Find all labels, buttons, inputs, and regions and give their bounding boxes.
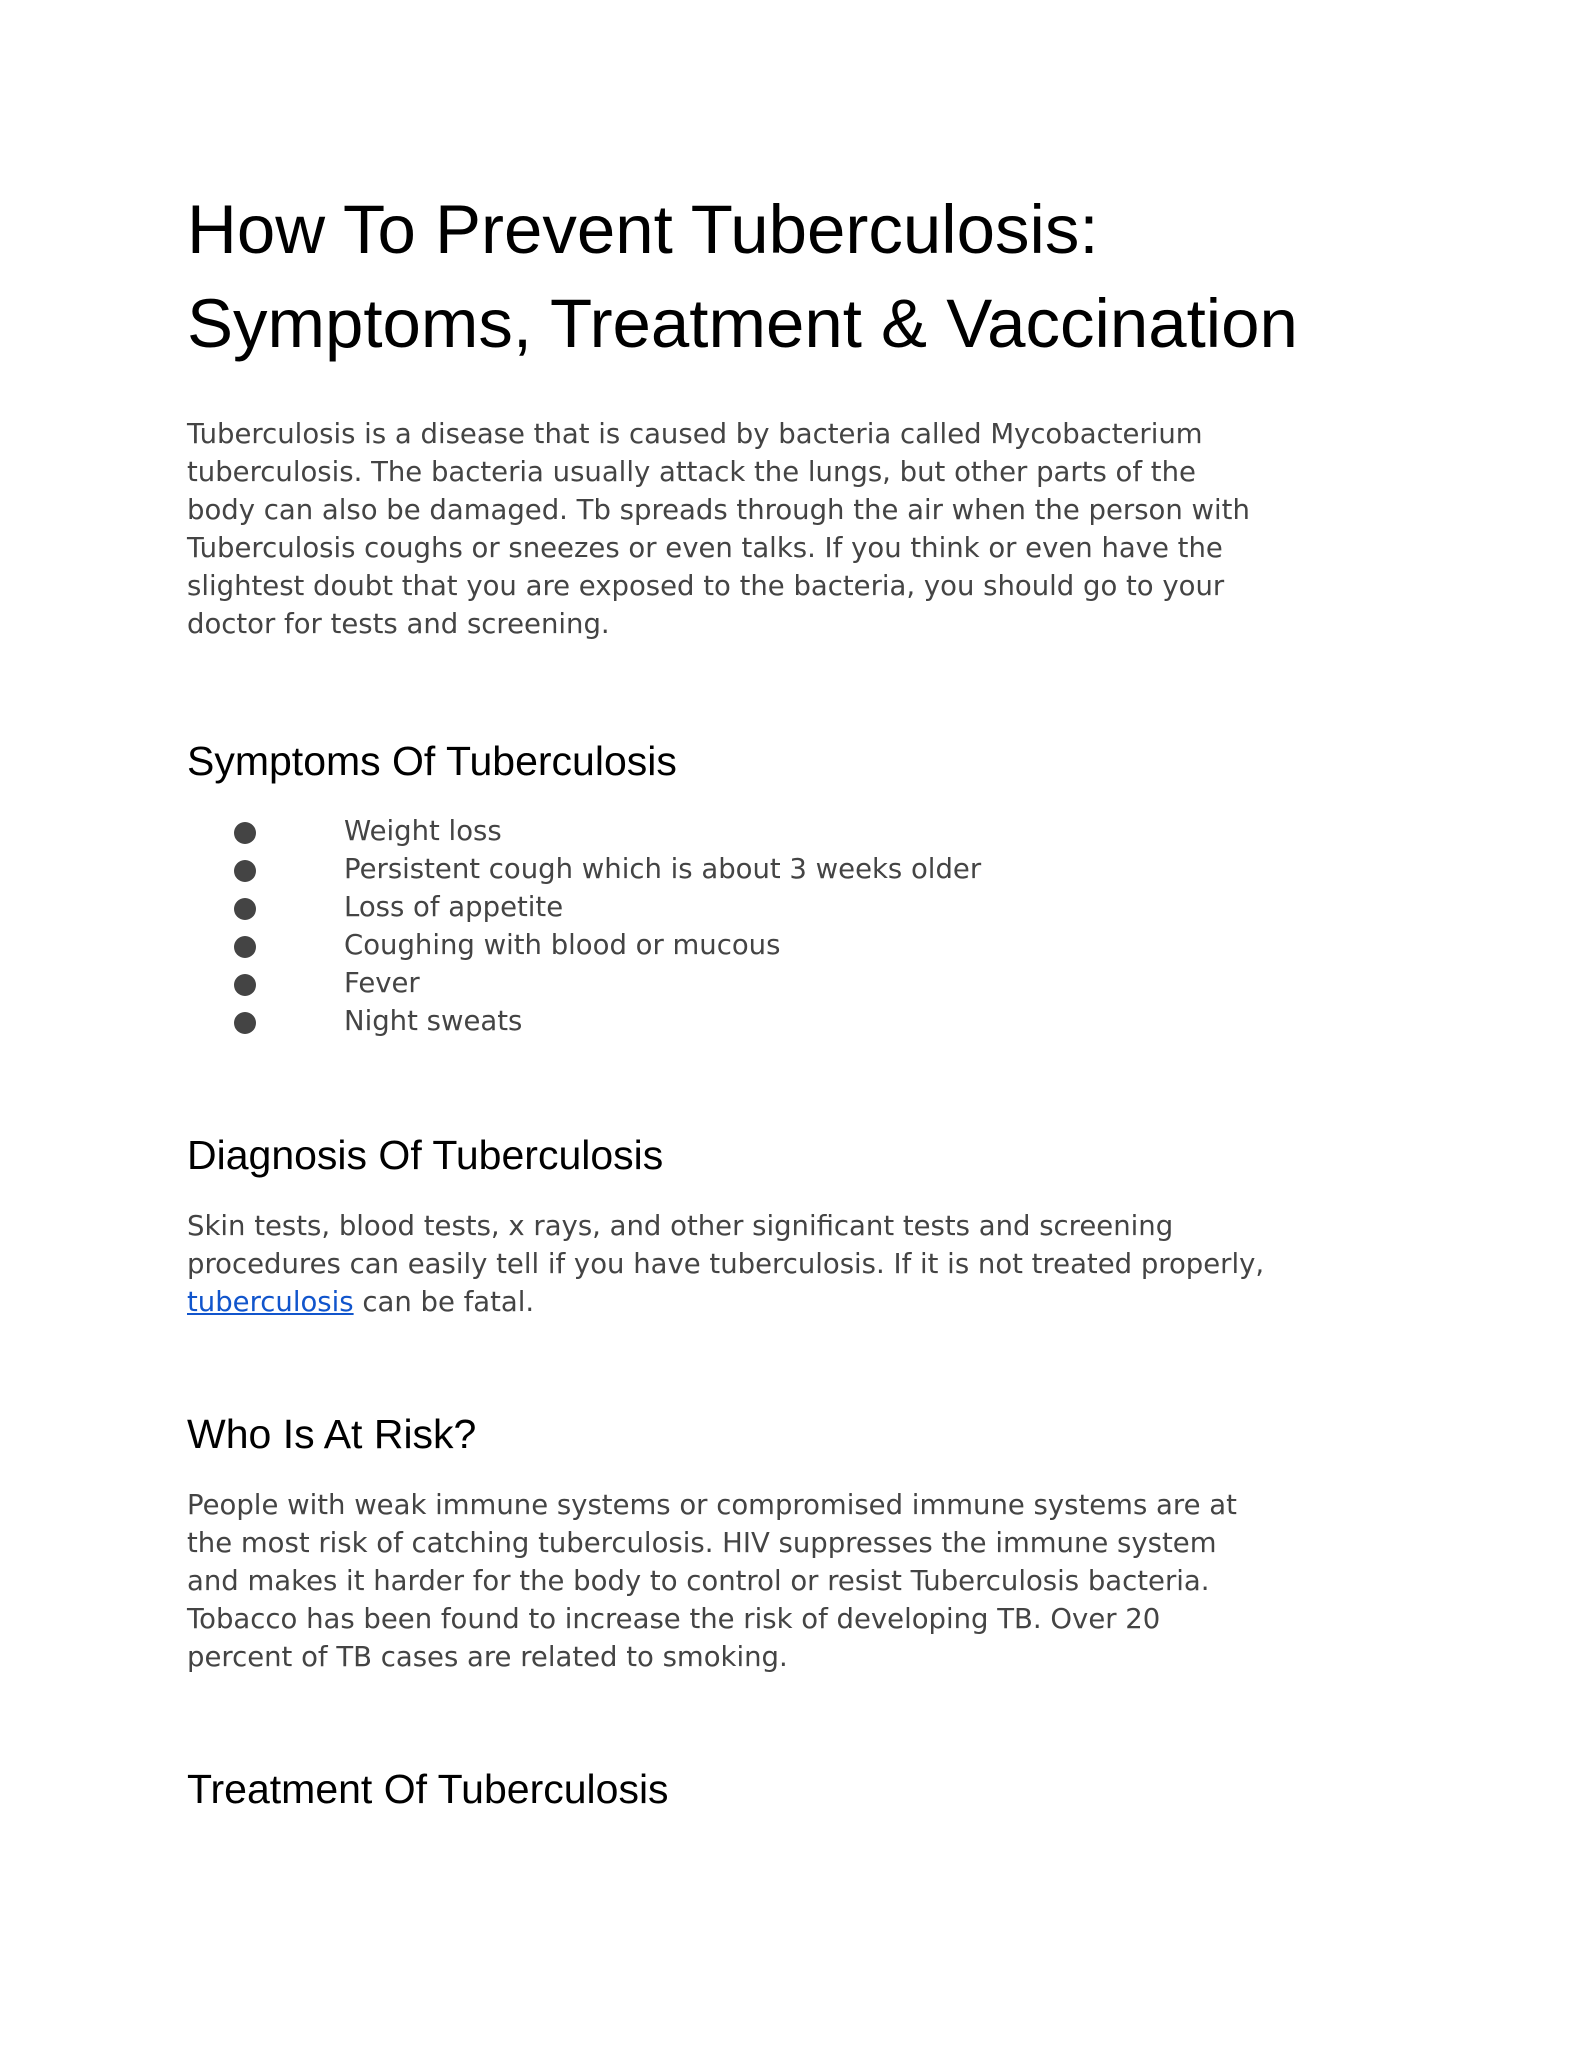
risk-line: percent of TB cases are related to smoking.: [187, 1641, 788, 1673]
bullet-icon: [234, 1012, 256, 1034]
intro-line: Tuberculosis is a disease that is caused by bacteria called Mycobacterium: [187, 418, 1203, 450]
risk-line: People with weak immune systems or compromised immune systems are at: [187, 1489, 1237, 1521]
treatment-heading: Treatment Of Tuberculosis: [187, 1766, 669, 1812]
bullet-icon: [234, 974, 256, 996]
bullet-icon: [234, 936, 256, 958]
diagnosis-line: Skin tests, blood tests, x rays, and other significant tests and screening: [187, 1210, 1174, 1242]
list-item-text: Loss of appetite: [344, 891, 564, 923]
list-item-text: Fever: [344, 967, 420, 999]
page-title-line-1: How To Prevent Tuberculosis:: [187, 191, 1099, 268]
diagnosis-paragraph: [187, 1207, 1264, 1321]
intro-line: Tuberculosis coughs or sneezes or even talks. If you think or even have the: [187, 532, 1223, 564]
risk-line: and makes it harder for the body to control or resist Tuberculosis bacteria.: [187, 1565, 1210, 1597]
diagnosis-line-rest: can be fatal.: [353, 1286, 535, 1318]
intro-line: slightest doubt that you are exposed to the bacteria, you should go to your: [187, 570, 1225, 602]
list-item-text: Weight loss: [344, 815, 502, 847]
intro-paragraph: [187, 415, 1250, 643]
list-item-text: Persistent cough which is about 3 weeks older: [344, 853, 982, 885]
bullet-icon: [234, 860, 256, 882]
risk-heading: Who Is At Risk?: [187, 1411, 477, 1457]
risk-line: the most risk of catching tuberculosis. HIV suppresses the immune system: [187, 1527, 1217, 1559]
bullet-icon: [234, 822, 256, 844]
diagnosis-line: [187, 1283, 1264, 1321]
intro-line: doctor for tests and screening.: [187, 608, 610, 640]
symptoms-heading: Symptoms Of Tuberculosis: [187, 738, 677, 784]
list-item-text: Coughing with blood or mucous: [344, 929, 781, 961]
page-title-line-2: Symptoms, Treatment & Vaccination: [187, 285, 1298, 362]
intro-line: tuberculosis. The bacteria usually attack the lungs, but other parts of the: [187, 456, 1196, 488]
diagnosis-line: procedures can easily tell if you have tuberculosis. If it is not treated properly,: [187, 1248, 1265, 1280]
diagnosis-heading: Diagnosis Of Tuberculosis: [187, 1132, 664, 1178]
intro-line: body can also be damaged. Tb spreads through the air when the person with: [187, 494, 1250, 526]
bullet-icon: [234, 898, 256, 920]
risk-paragraph: [187, 1486, 1237, 1676]
page-title: [187, 183, 1427, 371]
risk-line: Tobacco has been found to increase the risk of developing TB. Over 20: [187, 1603, 1161, 1635]
list-item-text: Night sweats: [344, 1005, 523, 1037]
tuberculosis-link[interactable]: tuberculosis: [187, 1286, 354, 1318]
